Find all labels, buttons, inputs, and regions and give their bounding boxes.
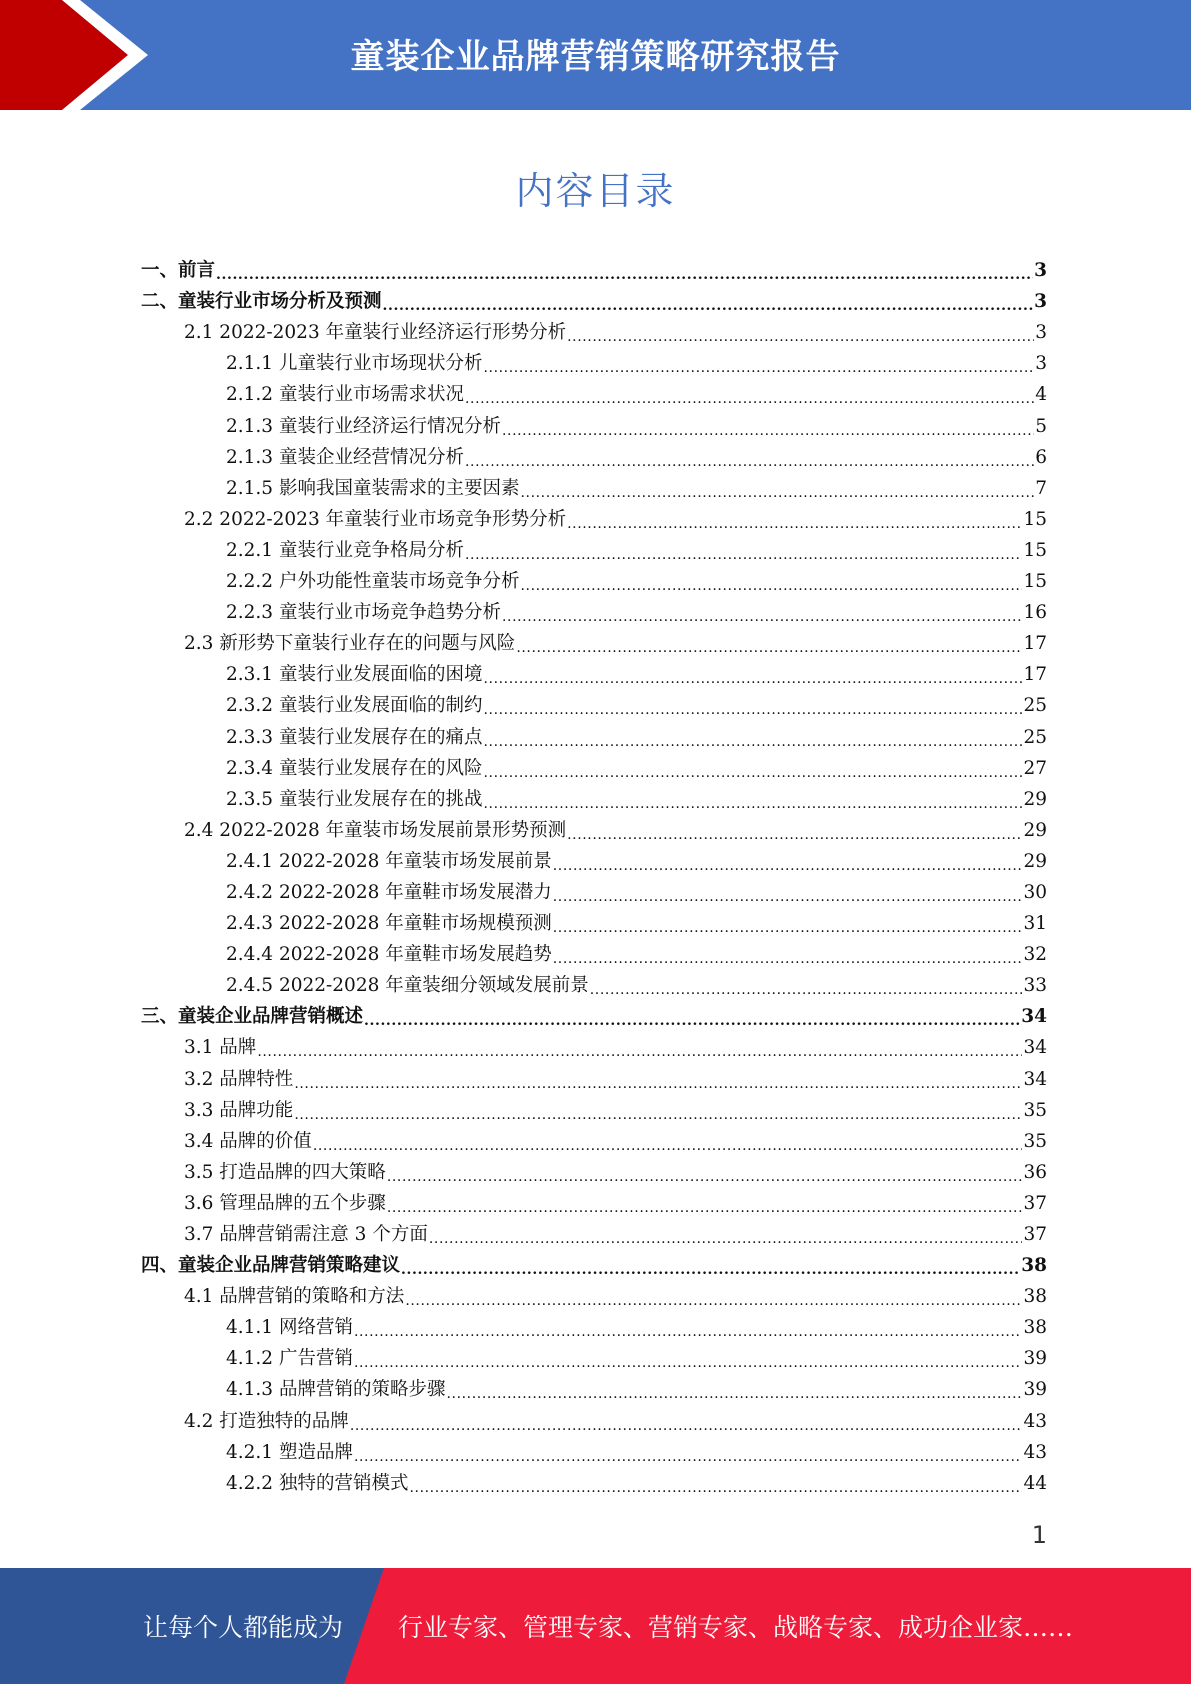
- toc-dot-leader: [354, 1319, 1023, 1339]
- table-of-contents: [141, 253, 1047, 1497]
- toc-dot-leader: [502, 418, 1034, 438]
- toc-dot-leader: [354, 1350, 1023, 1370]
- toc-entry-page: 25: [1023, 726, 1047, 748]
- toc-entry-page: 17: [1023, 633, 1047, 655]
- toc-entry-title: 三、童装企业品牌营销概述: [141, 1006, 364, 1028]
- toc-entry-title: 2.1.3 童装行业经济运行情况分析: [226, 415, 501, 437]
- toc-entry-page: 30: [1023, 881, 1047, 903]
- toc-entry-page: 37: [1023, 1224, 1047, 1245]
- toc-dot-leader: [405, 1288, 1022, 1308]
- toc-entry-title: 二、童装行业市场分析及预测: [141, 291, 382, 313]
- toc-entry-page: 39: [1023, 1379, 1047, 1401]
- toc-entry[interactable]: [141, 813, 1047, 844]
- toc-entry-page: 3: [1034, 291, 1047, 313]
- toc-entry[interactable]: [141, 440, 1047, 471]
- toc-entry-page: 35: [1023, 1130, 1047, 1152]
- toc-entry-page: 38: [1021, 1255, 1047, 1277]
- toc-dot-leader: [553, 915, 1023, 935]
- footer-slogan-left: 让每个人都能成为: [143, 1613, 344, 1642]
- toc-entry-title: 2.3.1 童装行业发展面临的困境: [226, 664, 483, 686]
- toc-entry-title: 2.4.4 2022-2028 年童鞋市场发展趋势: [226, 944, 552, 966]
- toc-entry[interactable]: [141, 626, 1047, 657]
- toc-entry-title: 2.1.5 影响我国童装需求的主要因素: [226, 477, 520, 499]
- toc-entry[interactable]: [141, 719, 1047, 750]
- toc-entry-title: 2.2.2 户外功能性童装市场竞争分析: [226, 571, 520, 593]
- toc-entry-page: 15: [1023, 539, 1047, 561]
- toc-entry-title: 一、前言: [141, 260, 216, 282]
- toc-dot-leader: [567, 511, 1022, 531]
- toc-dot-leader: [429, 1226, 1023, 1246]
- toc-entry-title: 2.1 2022-2023 年童装行业经济运行形势分析: [184, 322, 567, 344]
- toc-entry-page: 31: [1023, 913, 1047, 935]
- toc-dot-leader: [553, 946, 1023, 966]
- toc-entry-title: 4.2 打造独特的品牌: [184, 1410, 349, 1432]
- toc-entry-title: 2.3.4 童装行业发展存在的风险: [226, 757, 483, 779]
- toc-entry[interactable]: [141, 875, 1047, 906]
- toc-entry[interactable]: [141, 937, 1047, 968]
- toc-entry-page: 29: [1023, 850, 1047, 872]
- toc-entry-page: 3: [1034, 260, 1047, 282]
- toc-entry[interactable]: [141, 999, 1047, 1030]
- toc-entry[interactable]: [141, 782, 1047, 813]
- toc-entry-page: 39: [1023, 1348, 1047, 1370]
- toc-dot-leader: [590, 977, 1023, 997]
- toc-entry-page: 25: [1023, 695, 1047, 717]
- toc-dot-leader: [516, 635, 1022, 655]
- toc-entry[interactable]: [141, 595, 1047, 626]
- toc-entry-title: 2.4.1 2022-2028 年童装市场发展前景: [226, 850, 552, 872]
- toc-dot-leader: [567, 324, 1034, 344]
- toc-entry-title: 2.2.1 童装行业竞争格局分析: [226, 539, 464, 561]
- toc-entry-title: 3.3 品牌功能: [184, 1099, 294, 1121]
- toc-entry-page: 15: [1023, 571, 1047, 593]
- toc-entry[interactable]: [141, 471, 1047, 502]
- toc-dot-leader: [567, 822, 1022, 842]
- toc-entry[interactable]: [141, 1155, 1047, 1186]
- toc-entry-title: 3.7 品牌营销需注意 3 个方面: [184, 1224, 428, 1245]
- toc-entry[interactable]: [141, 502, 1047, 533]
- report-title: 童装企业品牌营销策略研究报告: [350, 36, 841, 77]
- toc-entry-title: 3.1 品牌: [184, 1037, 257, 1059]
- toc-dot-leader: [387, 1164, 1023, 1184]
- toc-entry-title: 2.4.5 2022-2028 年童装细分领域发展前景: [226, 975, 589, 997]
- toc-entry-page: 43: [1023, 1410, 1047, 1432]
- toc-entry-page: 16: [1023, 602, 1047, 624]
- toc-entry-page: 4: [1035, 384, 1047, 406]
- toc-dot-leader: [483, 666, 1022, 686]
- toc-dot-leader: [294, 1071, 1022, 1091]
- toc-entry[interactable]: [141, 1124, 1047, 1155]
- toc-dot-leader: [350, 1413, 1023, 1433]
- toc-entry-page: 44: [1023, 1472, 1047, 1494]
- toc-entry[interactable]: [141, 1466, 1047, 1497]
- toc-entry-page: 34: [1023, 1068, 1047, 1090]
- toc-entry-page: 15: [1023, 508, 1047, 530]
- toc-entry-title: 3.2 品牌特性: [184, 1068, 294, 1090]
- toc-entry[interactable]: [141, 844, 1047, 875]
- toc-entry-page: 29: [1023, 819, 1047, 841]
- toc-dot-leader: [465, 542, 1022, 562]
- toc-entry-title: 4.1.3 品牌营销的策略步骤: [226, 1379, 446, 1401]
- toc-dot-leader: [502, 604, 1022, 624]
- toc-dot-leader: [483, 760, 1022, 780]
- toc-dot-leader: [483, 697, 1022, 717]
- toc-entry[interactable]: [141, 1435, 1047, 1466]
- toc-entry-page: 43: [1023, 1441, 1047, 1463]
- toc-entry-title: 2.3.3 童装行业发展存在的痛点: [226, 726, 483, 748]
- toc-entry[interactable]: [141, 906, 1047, 937]
- toc-entry-title: 2.2 2022-2023 年童装行业市场竞争形势分析: [184, 508, 567, 530]
- toc-entry-title: 2.1.3 童装企业经营情况分析: [226, 446, 464, 468]
- toc-entry-page: 7: [1035, 477, 1047, 499]
- toc-entry-title: 3.6 管理品牌的五个步骤: [184, 1192, 386, 1214]
- toc-entry-title: 4.1 品牌营销的策略和方法: [184, 1286, 405, 1308]
- toc-entry-title: 2.3.5 童装行业发展存在的挑战: [226, 788, 483, 810]
- toc-entry[interactable]: [141, 408, 1047, 439]
- toc-entry[interactable]: [141, 1341, 1047, 1372]
- report-header-band: [0, 0, 1191, 110]
- toc-entry[interactable]: [141, 1403, 1047, 1434]
- toc-entry[interactable]: [141, 1248, 1047, 1279]
- toc-dot-leader: [446, 1381, 1022, 1401]
- toc-dot-leader: [465, 386, 1034, 406]
- toc-entry-page: 34: [1023, 1037, 1047, 1059]
- toc-entry-page: 35: [1023, 1099, 1047, 1121]
- toc-entry[interactable]: [141, 1310, 1047, 1341]
- toc-dot-leader: [483, 791, 1022, 811]
- toc-entry-page: 3: [1035, 322, 1047, 344]
- toc-entry[interactable]: [141, 1186, 1047, 1217]
- toc-entry[interactable]: [141, 253, 1047, 284]
- toc-entry[interactable]: [141, 1061, 1047, 1092]
- toc-entry-title: 2.4.3 2022-2028 年童鞋市场规模预测: [226, 913, 552, 935]
- report-footer-band: [0, 1568, 1191, 1684]
- toc-dot-leader: [409, 1475, 1022, 1495]
- toc-entry-title: 2.3.2 童装行业发展面临的制约: [226, 695, 483, 717]
- toc-entry-page: 17: [1023, 664, 1047, 686]
- toc-entry-page: 3: [1035, 353, 1047, 375]
- toc-entry-title: 2.1.1 儿童装行业市场现状分析: [226, 353, 483, 375]
- toc-entry-title: 4.2.1 塑造品牌: [226, 1441, 353, 1463]
- toc-dot-leader: [553, 853, 1023, 873]
- toc-dot-leader: [465, 449, 1034, 469]
- toc-entry[interactable]: [141, 1030, 1047, 1061]
- toc-entry[interactable]: [141, 315, 1047, 346]
- toc-entry[interactable]: [141, 564, 1047, 595]
- toc-dot-leader: [553, 884, 1023, 904]
- toc-entry[interactable]: [141, 1279, 1047, 1310]
- toc-entry-page: 27: [1023, 757, 1047, 779]
- toc-dot-leader: [520, 480, 1034, 500]
- toc-entry-page: 32: [1023, 944, 1047, 966]
- toc-entry-page: 36: [1023, 1161, 1047, 1183]
- toc-dot-leader: [383, 293, 1034, 313]
- toc-entry[interactable]: [141, 284, 1047, 315]
- toc-entry[interactable]: [141, 657, 1047, 688]
- toc-entry-page: 5: [1035, 415, 1047, 437]
- toc-entry-title: 2.2.3 童装行业市场竞争趋势分析: [226, 602, 501, 624]
- toc-entry-title: 4.1.1 网络营销: [226, 1317, 353, 1339]
- toc-dot-leader: [401, 1257, 1020, 1277]
- toc-entry-title: 2.4.2 2022-2028 年童鞋市场发展潜力: [226, 881, 552, 903]
- toc-entry[interactable]: [141, 751, 1047, 782]
- toc-dot-leader: [483, 355, 1034, 375]
- toc-entry-page: 29: [1023, 788, 1047, 810]
- toc-entry[interactable]: [141, 968, 1047, 999]
- toc-entry-page: 37: [1023, 1192, 1047, 1214]
- toc-entry-page: 34: [1021, 1006, 1047, 1028]
- toc-entry[interactable]: [141, 377, 1047, 408]
- footer-slogan-right: 行业专家、管理专家、营销专家、战略专家、成功企业家……: [398, 1613, 1074, 1642]
- toc-entry-page: 38: [1023, 1286, 1047, 1308]
- toc-entry-title: 2.3 新形势下童装行业存在的问题与风险: [184, 633, 516, 655]
- toc-entry-page: 6: [1035, 446, 1047, 468]
- toc-dot-leader: [364, 1008, 1020, 1028]
- toc-entry[interactable]: [141, 1217, 1047, 1248]
- toc-entry-title: 2.1.2 童装行业市场需求状况: [226, 384, 464, 406]
- toc-dot-leader: [216, 262, 1033, 282]
- toc-entry-title: 3.5 打造品牌的四大策略: [184, 1161, 386, 1183]
- toc-dot-leader: [387, 1195, 1023, 1215]
- toc-dot-leader: [294, 1102, 1022, 1122]
- toc-dot-leader: [313, 1133, 1023, 1153]
- toc-dot-leader: [354, 1444, 1023, 1464]
- toc-dot-leader: [520, 573, 1022, 593]
- toc-dot-leader: [483, 729, 1022, 749]
- toc-entry[interactable]: [141, 688, 1047, 719]
- page-number: 1: [1031, 1521, 1047, 1549]
- toc-heading: 内容目录: [515, 169, 676, 213]
- toc-entry-title: 3.4 品牌的价值: [184, 1130, 312, 1152]
- toc-entry[interactable]: [141, 1093, 1047, 1124]
- toc-entry-page: 33: [1023, 975, 1047, 997]
- toc-entry-title: 4.1.2 广告营销: [226, 1348, 353, 1370]
- toc-entry-page: 38: [1023, 1317, 1047, 1339]
- toc-entry[interactable]: [141, 533, 1047, 564]
- toc-entry[interactable]: [141, 1372, 1047, 1403]
- toc-entry[interactable]: [141, 346, 1047, 377]
- toc-entry-title: 4.2.2 独特的营销模式: [226, 1472, 409, 1494]
- toc-entry-title: 四、童装企业品牌营销策略建议: [141, 1255, 401, 1277]
- toc-entry-title: 2.4 2022-2028 年童装市场发展前景形势预测: [184, 819, 567, 841]
- toc-dot-leader: [257, 1039, 1022, 1059]
